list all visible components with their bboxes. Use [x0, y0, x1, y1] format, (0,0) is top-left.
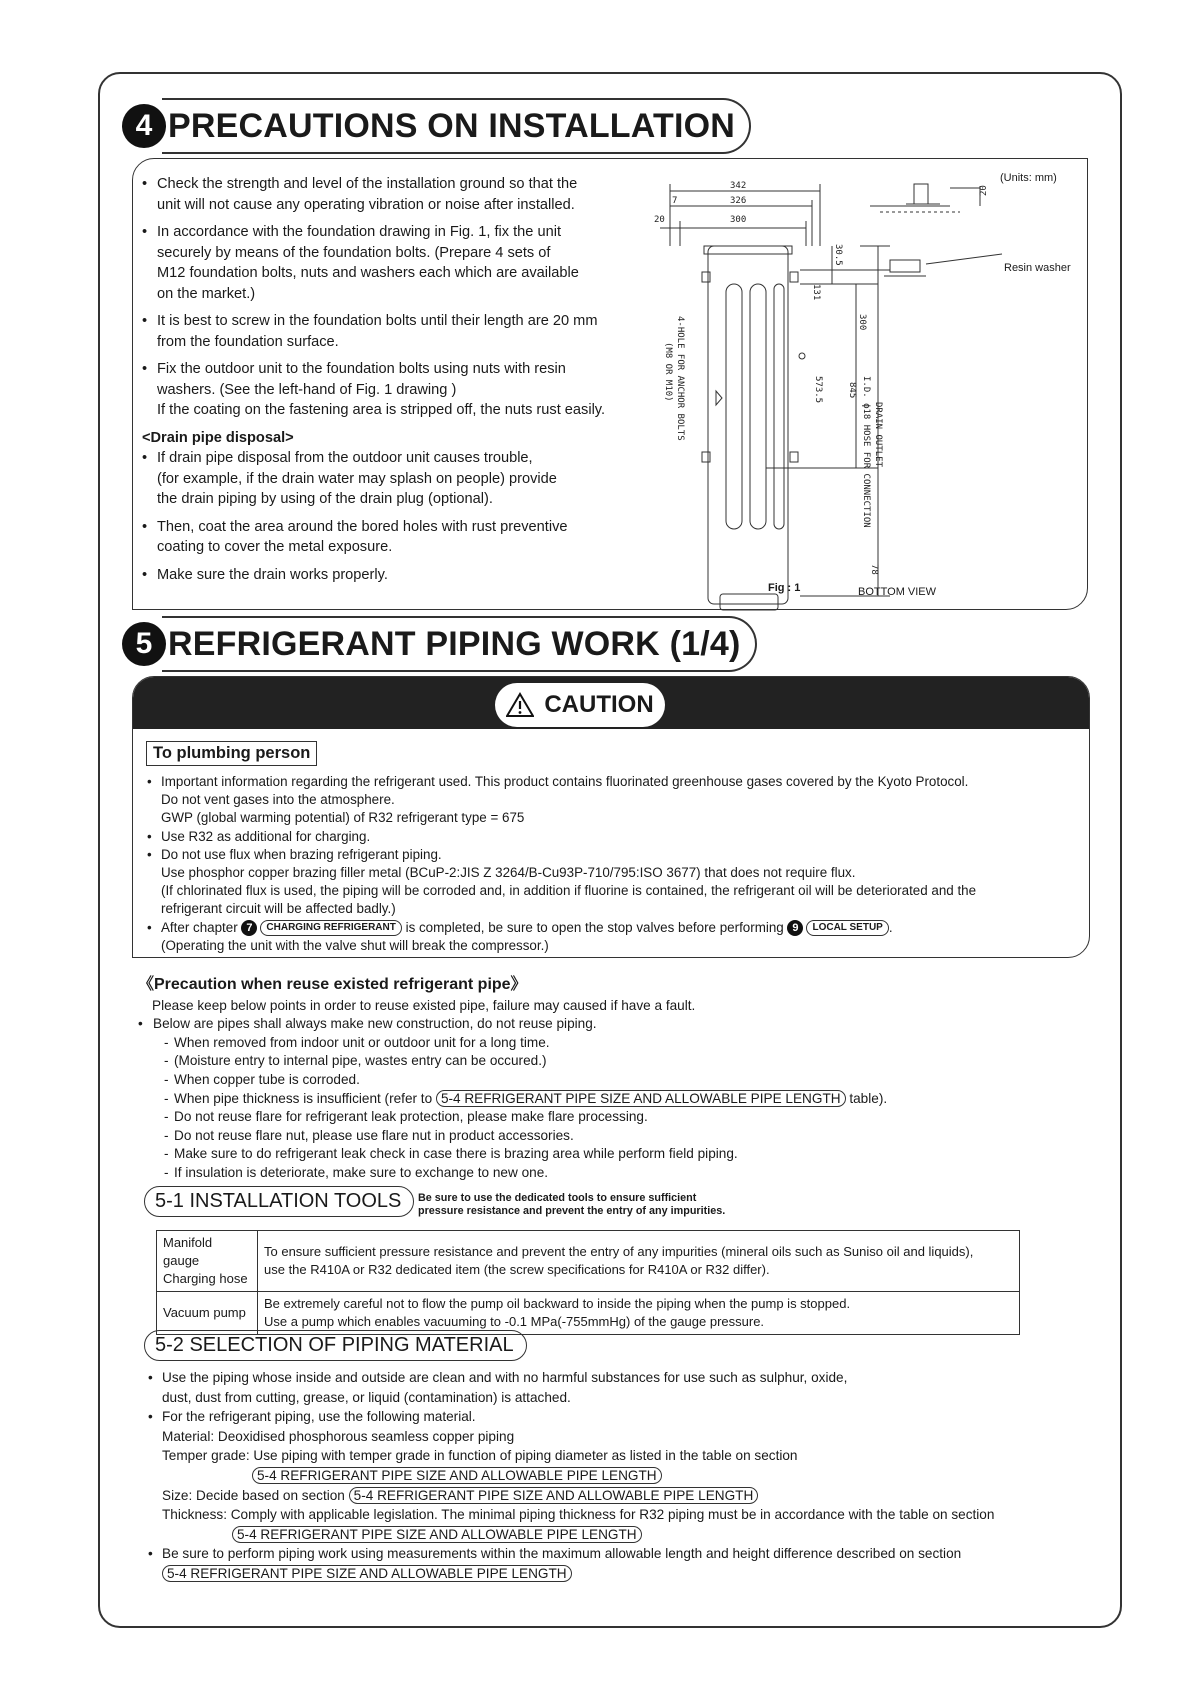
list-item: • Fix the outdoor unit to the foundation bolts using nuts with resin washers. (See the left-hand of Fig. 1 drawing ) If the coating on the fastening area is stripped off, the nuts rust easily.: [142, 359, 662, 421]
reuse-heading: 《Precaution when reuse existed refrigerant pipe》: [138, 976, 527, 993]
chapter-7-badge: 7: [241, 920, 257, 936]
list-item: • If drain pipe disposal from the outdoor unit causes trouble, (for example, if the drain water may splash on people) provide the drain piping by using of the drain plug (optional).: [142, 448, 662, 510]
figure-caption: Fig : 1: [768, 582, 801, 594]
bottom-view-label: BOTTOM VIEW: [858, 586, 937, 598]
section-4-text: [142, 174, 662, 592]
local-setup-ref: LOCAL SETUP: [806, 920, 888, 936]
caution-text: [147, 773, 1077, 955]
section-5-title: REFRIGERANT PIPING WORK (1/4): [162, 616, 757, 672]
list-item: - When copper tube is corroded.: [138, 1071, 1098, 1090]
tools-note: Be sure to use the dedicated tools to ensure sufficient pressure resistance and prevent the entry of any impurities.: [418, 1192, 726, 1217]
list-item: Size: Decide based on section 5-4 REFRIGERANT PIPE SIZE AND ALLOWABLE PIPE LENGTH: [148, 1486, 1078, 1506]
list-item: • Important information regarding the refrigerant used. This product contains fluorinated greenhouse gases covered by the Kyoto Protocol.: [147, 773, 1077, 791]
dim-573-5: 573.5: [813, 376, 823, 404]
dim-326: 326: [730, 196, 747, 206]
list-item: - (Moisture entry to internal pipe, wastes entry can be occured.): [138, 1052, 1098, 1071]
list-item: Use phosphor copper brazing filler metal (BCuP-2:JIS Z 3264/B-Cu93P-710/795:ISO 3677) that does not require flux.: [161, 865, 856, 881]
list-item: • Check the strength and level of the installation ground so that the unit will not cause any operating vibration or noise after installed.: [142, 174, 662, 215]
units-label: (Units: mm): [1000, 172, 1057, 184]
resin-washer-label: Resin washer: [1004, 262, 1071, 274]
list-item: • Use R32 as additional for charging.: [147, 828, 1077, 846]
list-item: - If insulation is deteriorate, make sure to exchange to new one.: [138, 1164, 1098, 1183]
pipe-size-ref: 5-4 REFRIGERANT PIPE SIZE AND ALLOWABLE PIPE LENGTH: [162, 1565, 572, 1582]
tool-name: Vacuum pump: [157, 1292, 258, 1335]
dim-20: 20: [654, 215, 665, 225]
caution-badge: [495, 683, 665, 727]
list-item: [148, 1466, 1078, 1486]
list-item: - Do not reuse flare for refrigerant leak protection, please make flare processing.: [138, 1108, 1098, 1127]
reuse-precaution: [138, 976, 1098, 1183]
list-item: refrigerant circuit will be affected badly.): [161, 901, 396, 917]
pipe-size-ref: 5-4 REFRIGERANT PIPE SIZE AND ALLOWABLE PIPE LENGTH: [232, 1526, 642, 1543]
list-item: - When pipe thickness is insufficient (refer to 5-4 REFRIGERANT PIPE SIZE AND ALLOWABLE PIPE LENGTH table).: [138, 1090, 1098, 1109]
warning-icon: [506, 692, 534, 718]
tools-table: [156, 1230, 1020, 1335]
list-item: • Be sure to perform piping work using measurements within the maximum allowable length and height difference described on section: [148, 1544, 1078, 1564]
list-item: dust, dust from cutting, grease, or liquid (contamination) is attached.: [162, 1389, 571, 1405]
dim-342: 342: [730, 181, 747, 191]
dim-300-side: 300: [857, 314, 867, 331]
label-anchor-holes: 4-HOLE FOR ANCHOR BOLTS: [675, 316, 685, 441]
dim-845: 845: [847, 382, 857, 399]
section-5-header: [122, 616, 757, 672]
label-drain-outlet: DRAIN OUTLET: [873, 402, 883, 468]
chapter-9-badge: 9: [787, 920, 803, 936]
list-item: - When removed from indoor unit or outdoor unit for a long time.: [138, 1034, 1098, 1053]
label-hose: I.D. ϕ18 HOSE FOR CONNECTION: [861, 376, 871, 528]
to-plumbing-label: To plumbing person: [146, 741, 317, 766]
list-item: • Then, coat the area around the bored holes with rust preventive coating to cover the metal exposure.: [142, 517, 662, 558]
dim-78: 78: [869, 564, 879, 575]
dim-30-5: 30.5: [833, 244, 843, 266]
list-item: Material: Deoxidised phosphorous seamless copper piping: [162, 1428, 515, 1444]
pipe-size-ref: 5-4 REFRIGERANT PIPE SIZE AND ALLOWABLE PIPE LENGTH: [349, 1487, 759, 1504]
section-4-title: PRECAUTIONS ON INSTALLATION: [162, 98, 751, 154]
list-item: • It is best to screw in the foundation bolts until their length are 20 mm from the foundation surface.: [142, 311, 662, 352]
reuse-intro: Please keep below points in order to reuse existed pipe, failure may caused if have a fault.: [152, 997, 696, 1013]
list-item: Do not vent gases into the atmosphere.: [161, 792, 395, 808]
table-row: [157, 1292, 1020, 1335]
reuse-bullet: • Below are pipes shall always make new construction, do not reuse piping.: [138, 1015, 1098, 1034]
list-item: GWP (global warming potential) of R32 refrigerant type = 675: [161, 810, 525, 826]
list-item: - Make sure to do refrigerant leak check in case there is brazing area while perform field piping.: [138, 1145, 1098, 1164]
tool-name: Manifold gauge Charging hose: [157, 1231, 258, 1292]
section-5-number: 5: [122, 622, 166, 666]
section-4-header: [122, 98, 751, 154]
piping-material-text: [148, 1368, 1078, 1584]
tool-description: To ensure sufficient pressure resistance and prevent the entry of any impurities (mineral oils such as Suniso oil and liquids), use the R410A or R32 dedicated item (the screw specifications for R410A or R32 differ).: [258, 1231, 1020, 1292]
caution-label: CAUTION: [544, 691, 654, 718]
section-4-number: 4: [122, 104, 166, 148]
foundation-drawing: [650, 166, 1080, 606]
list-item: • In accordance with the foundation drawing in Fig. 1, fix the unit securely by means of the foundation bolts. (Prepare 4 sets of M12 foundation bolts, nuts and washers each which are available on the market.): [142, 222, 662, 304]
dim-7: 7: [672, 196, 678, 206]
installation-tools-title: 5-1 INSTALLATION TOOLS: [144, 1186, 414, 1217]
label-anchor-size: (M8 OR M10): [663, 342, 673, 402]
list-item: • Use the piping whose inside and outside are clean and with no harmful substances for use such as sulphur, oxide,: [148, 1368, 1078, 1388]
list-item: • Do not use flux when brazing refrigerant piping.: [147, 846, 1077, 864]
table-row: [157, 1231, 1020, 1292]
dim-131: 131: [811, 284, 821, 301]
dim-300-top: 300: [730, 215, 747, 225]
pipe-size-ref: 5-4 REFRIGERANT PIPE SIZE AND ALLOWABLE PIPE LENGTH: [436, 1090, 846, 1107]
list-item: Temper grade: Use piping with temper grade in function of piping diameter as listed in the table on section: [162, 1448, 798, 1464]
pipe-size-ref: 5-4 REFRIGERANT PIPE SIZE AND ALLOWABLE PIPE LENGTH: [252, 1467, 662, 1484]
piping-material-title: 5-2 SELECTION OF PIPING MATERIAL: [144, 1330, 527, 1361]
tool-description: Be extremely careful not to flow the pump oil backward to inside the piping when the pump is stopped. Use a pump which enables vacuuming to -0.1 MPa(-755mmHg) of the gauge pressure.: [258, 1292, 1020, 1335]
list-item: • After chapter 7 CHARGING REFRIGERANT is completed, be sure to open the stop valves before performing 9 LOCAL SETUP .: [147, 919, 1077, 937]
list-item: • Make sure the drain works properly.: [142, 565, 662, 586]
list-item: [148, 1525, 1078, 1545]
list-item: • For the refrigerant piping, use the following material.: [148, 1407, 1078, 1427]
dim-20-bolt: 20: [979, 185, 989, 196]
charging-refrigerant-ref: CHARGING REFRIGERANT: [260, 920, 401, 936]
drain-heading: <Drain pipe disposal>: [142, 429, 294, 446]
list-item: Thickness: Comply with applicable legislation. The minimal piping thickness for R32 piping must be in accordance with the table on section: [162, 1507, 995, 1523]
list-item: - Do not reuse flare nut, please use flare nut in product accessories.: [138, 1127, 1098, 1146]
list-item: [148, 1564, 1078, 1584]
list-item: (Operating the unit with the valve shut will break the compressor.): [161, 937, 549, 953]
caution-box: [132, 676, 1090, 958]
list-item: (If chlorinated flux is used, the piping will be corroded and, in addition if fluorine is contained, the refrigerant oil will be deteriorated and the: [161, 883, 977, 899]
